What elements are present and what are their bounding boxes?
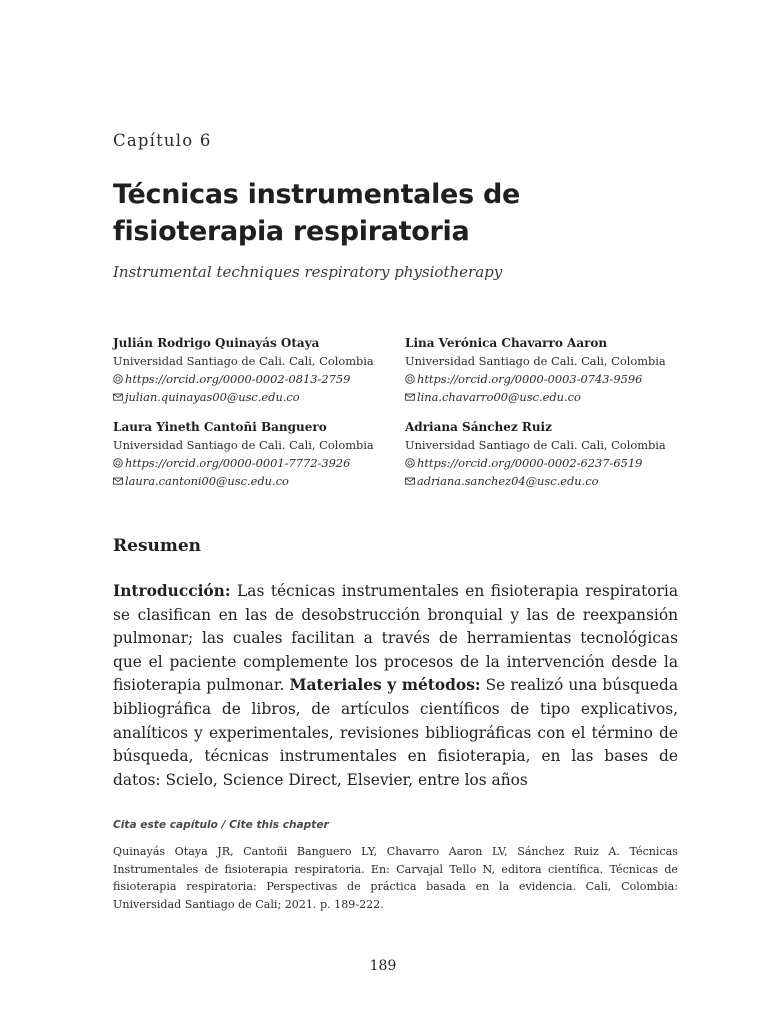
author-email-link[interactable]: lina.chavarro00@usc.edu.co xyxy=(417,390,581,404)
author-affiliation: Universidad Santiago de Cali. Cali, Colombia xyxy=(113,354,374,368)
abstract-methods-text: Se realizó una búsqueda bibliográfica de libros, de artículos científicos de tipo explicativos, analíticos y experimentales, revisiones bibliográficas con el término de búsqueda, técnicas instrumentales en fisioterapia, en las bases de datos: Scielo, Science Direct, Elsevier, entre los años xyxy=(113,676,678,789)
abstract-methods-label: Materiales y métodos: xyxy=(289,676,481,695)
author-orcid-line[interactable] xyxy=(405,454,678,472)
author-block xyxy=(113,334,405,406)
author-email-line[interactable] xyxy=(113,472,405,490)
orcid-icon xyxy=(113,458,123,468)
chapter-label: Capítulo 6 xyxy=(113,131,212,150)
author-block xyxy=(113,418,405,490)
abstract-heading: Resumen xyxy=(113,536,202,556)
author-orcid-link[interactable]: https://orcid.org/0000-0003-0743-9596 xyxy=(417,372,643,386)
abstract-intro-text: Las técnicas instrumentales en fisioterapia respiratoria se clasifican en las de desobstrucción bronquial y las de reexpansión pulmonar; las cuales facilitan a través de herramientas tecnológicas que el paciente complemente los procesos de la intervención desde la fisioterapia pulmonar. xyxy=(113,582,678,695)
chapter-title-line-2: fisioterapia respiratoria xyxy=(113,216,470,247)
citation-heading: Cita este capítulo / Cite this chapter xyxy=(113,819,329,831)
author-email-link[interactable]: julian.quinayas00@usc.edu.co xyxy=(125,390,300,404)
author-email-line[interactable] xyxy=(405,388,678,406)
orcid-icon xyxy=(405,458,415,468)
envelope-icon xyxy=(113,476,123,486)
page-number: 189 xyxy=(369,958,397,974)
author-affiliation: Universidad Santiago de Cali. Cali, Colombia xyxy=(405,438,666,452)
envelope-icon xyxy=(405,476,415,486)
author-name: Julián Rodrigo Quinayás Otaya xyxy=(113,336,320,350)
citation-text: Quinayás Otaya JR, Cantoñi Banguero LY, Chavarro Aaron LV, Sánchez Ruiz A. Técnicas Instrumentales de fisioterapia respiratoria. En: Carvajal Tello N, editora científica. Técnicas de fisioterapia respiratoria: Perspectivas de práctica basada en la evidencia. Cali, Colombia: Universidad Santiago de Cali; 2021. p. 189-222. xyxy=(113,845,678,911)
author-list xyxy=(113,334,678,490)
author-block xyxy=(405,334,678,406)
author-affiliation: Universidad Santiago de Cali. Cali, Colombia xyxy=(405,354,666,368)
orcid-icon xyxy=(113,374,123,384)
author-orcid-line[interactable] xyxy=(405,370,678,388)
author-block xyxy=(405,418,678,490)
author-orcid-line[interactable] xyxy=(113,454,405,472)
abstract-paragraph xyxy=(113,580,678,792)
envelope-icon xyxy=(405,392,415,402)
author-email-line[interactable] xyxy=(113,388,405,406)
author-name: Lina Verónica Chavarro Aaron xyxy=(405,336,608,350)
abstract-intro-label: Introducción: xyxy=(113,582,231,600)
author-orcid-link[interactable]: https://orcid.org/0000-0002-0813-2759 xyxy=(125,372,351,386)
author-orcid-link[interactable]: https://orcid.org/0000-0001-7772-3926 xyxy=(125,456,351,470)
author-orcid-line[interactable] xyxy=(113,370,405,388)
author-email-line[interactable] xyxy=(405,472,678,490)
orcid-icon xyxy=(405,374,415,384)
author-name: Adriana Sánchez Ruiz xyxy=(405,420,552,434)
chapter-subtitle: Instrumental techniques respiratory physiotherapy xyxy=(113,263,503,281)
author-email-link[interactable]: adriana.sanchez04@usc.edu.co xyxy=(417,474,599,488)
author-orcid-link[interactable]: https://orcid.org/0000-0002-6237-6519 xyxy=(417,456,643,470)
author-email-link[interactable]: laura.cantoni00@usc.edu.co xyxy=(125,474,289,488)
author-name: Laura Yineth Cantoñi Banguero xyxy=(113,420,327,434)
author-affiliation: Universidad Santiago de Cali. Cali, Colombia xyxy=(113,438,374,452)
chapter-title xyxy=(113,176,520,250)
chapter-title-line-1: Técnicas instrumentales de xyxy=(113,179,520,210)
envelope-icon xyxy=(113,392,123,402)
